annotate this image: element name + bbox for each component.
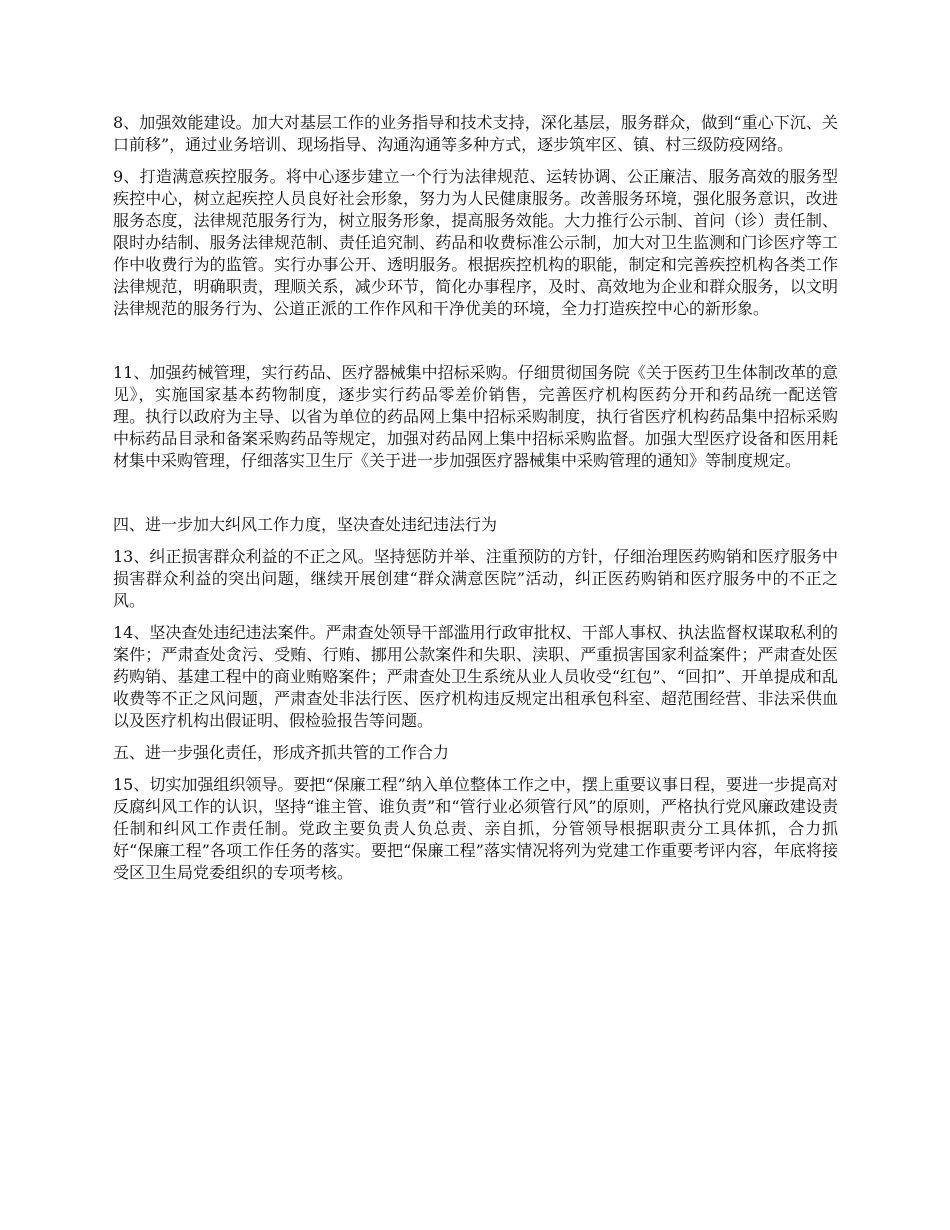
paragraph-spacer <box>113 732 838 742</box>
document-body <box>113 112 838 884</box>
paragraph-spacer <box>113 612 838 622</box>
paragraph-spacer <box>113 536 838 546</box>
paragraph-item-15: 15、切实加强组织领导。要把“保廉工程”纳入单位整体工作之中，摆上重要议事日程，要进一步提高对反腐纠风工作的认识，坚持“谁主管、谁负责”和“管行业必须管行风”的原则，严格执行党风廉政建设责任制和纠风工作责任制。党政主要负责人负总责、亲自抓，分管领导根据职责分工具体抓，合力抓好“保廉工程”各项工作任务的落实。要把“保廉工程”落实情况将列为党建工作重要考评内容，年底将接受区卫生局党委组织的专项考核。 <box>113 775 838 882</box>
section-heading-5: 五、进一步强化责任，形成齐抓共管的工作合力 <box>113 743 450 762</box>
paragraph-item-9: 9、打造满意疾控服务。将中心逐步建立一个行为法律规范、运转协调、公正廉洁、服务高效的服务型疾控中心，树立起疾控人员良好社会形象，努力为人民健康服务。改善服务环境，强化服务意识，改进服务态度，法律规范服务行为，树立服务形象，提高服务效能。大力推行公示制、首问（诊）责任制、限时办结制、服务法律规范制、责任追究制、药品和收费标准公示制，加大对卫生监测和门诊医疗等工作中收费行为的监管。实行办事公开、透明服务。根据疾控机构的职能，制定和完善疾控机构各类工作法律规范，明确职责，理顺关系，减少环节，简化办事程序，及时、高效地为企业和群众服务，以文明法律规范的服务行为、公道正派的工作作风和干净优美的环境，全力打造疾控中心的新形象。 <box>113 167 838 318</box>
paragraph-item-14: 14、坚决查处违纪违法案件。严肃查处领导干部滥用行政审批权、干部人事权、执法监督权谋取私利的案件；严肃查处贪污、受贿、行贿、挪用公款案件和失职、渎职、严重损害国家利益案件；严肃查处医药购销、基建工程中的商业贿赂案件；严肃查处卫生系统从业人员收受“红包”、“回扣”、开单提成和乱收费等不正之风问题，严肃查处非法行医、医疗机构违反规定出租承包科室、超范围经营、非法采供血以及医疗机构出假证明、假检验报告等问题。 <box>113 623 838 730</box>
paragraph-spacer <box>113 764 838 774</box>
paragraph-item-11: 11、加强药械管理，实行药品、医疗器械集中招标采购。仔细贯彻国务院《关于医药卫生体制改革的意见》，实施国家基本药物制度，逐步实行药品零差价销售，完善医疗机构医药分开和药品统一配送管理。执行以政府为主导、以省为单位的药品网上集中招标采购制度，执行省医疗机构药品集中招标采购中标药品目录和备案采购药品等规定，加强对药品网上集中招标采购监督。加强大型医疗设备和医用耗材集中采购管理，仔细落实卫生厅《关于进一步加强医疗器械集中采购管理的通知》等制度规定。 <box>113 363 838 470</box>
paragraph-item-8: 8、加强效能建设。加大对基层工作的业务指导和技术支持，深化基层，服务群众，做到“重心下沉、关口前移”，通过业务培训、现场指导、沟通沟通等多种方式，逐步筑牢区、镇、村三级防疫网络。 <box>113 113 838 154</box>
section-spacer <box>113 472 838 514</box>
section-spacer <box>113 320 838 362</box>
section-heading-4: 四、进一步加大纠风工作力度，坚决查处违纪违法行为 <box>113 515 498 534</box>
paragraph-item-13: 13、纠正损害群众利益的不正之风。坚持惩防并举、注重预防的方针，仔细治理医药购销和医疗服务中损害群众利益的突出问题，继续开展创建“群众满意医院”活动，纠正医药购销和医疗服务中的不正之风。 <box>113 547 838 610</box>
paragraph-spacer <box>113 156 838 166</box>
